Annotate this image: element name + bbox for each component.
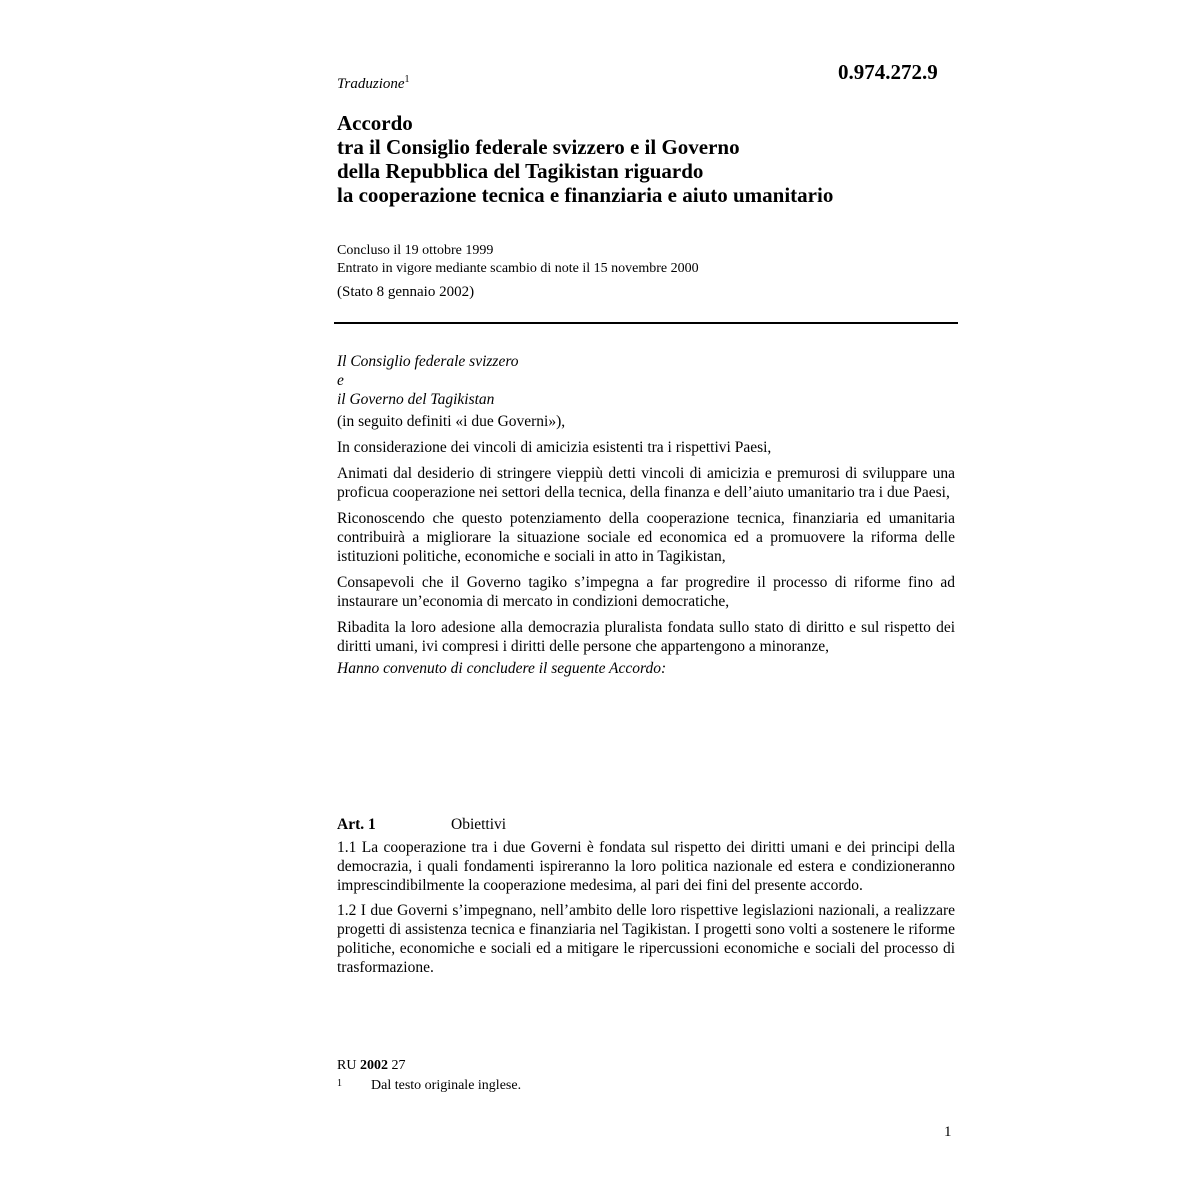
preamble — [337, 352, 955, 678]
preamble-paragraph: In considerazione dei vincoli di amicizia esistenti tra i rispettivi Paesi, — [337, 439, 772, 456]
preamble-paragraph: Animati dal desiderio di stringere vieppiù detti vincoli di amicizia e premurosi di sviluppare una proficua cooperazione nei settori della tecnica, della finanza e dell’aiuto umanitario tra i due Paesi, — [337, 465, 955, 501]
preamble-paragraph: Ribadita la loro adesione alla democrazia pluralista fondata sullo stato di diritto e sul rispetto dei diritti umani, ivi compresi i diritti delle persone che appartengono a minoranze, — [337, 619, 955, 655]
article-heading — [337, 815, 955, 834]
title-line: della Repubblica del Tagikistan riguardo — [337, 159, 704, 183]
ru-reference — [337, 1058, 405, 1074]
parties-definition: (in seguito definiti «i due Governi»), — [337, 413, 566, 430]
preamble-closing: Hanno convenuto di concludere il seguente Accordo: — [337, 660, 667, 677]
ru-year: 2002 — [359, 1058, 388, 1073]
title-line: la cooperazione tecnica e finanziaria e aiuto umanitario — [337, 183, 834, 207]
article-paragraph: 1.2 I due Governi s’impegnano, nell’ambito delle loro rispettive legislazioni nazionali, a realizzare progetti di assistenza tecnica e finanziaria nel Tagikistan. I progetti sono volti a sostenere le riforme politiche, economiche e sociali ed a mitigare le ripercussioni economiche e sociali del processo di trasformazione. — [337, 902, 955, 976]
article-number: Art. 1 — [337, 816, 376, 833]
header-divider — [334, 322, 958, 324]
page-number: 1 — [944, 1124, 952, 1140]
article-paragraph: 1.1 La cooperazione tra i due Governi è fondata sul rispetto dei diritti umani e dei principi della democrazia, i quali fondamenti ispireranno la loro politica nazionale ed estera e condizioneranno imprescindibilmente la cooperazione medesima, al pari dei fini del presente accordo. — [337, 839, 955, 894]
footnote-text: Dal testo originale inglese. — [371, 1078, 522, 1093]
preamble-paragraph: Riconoscendo che questo potenziamento della cooperazione tecnica, finanziaria ed umanitaria contribuirà a migliorare la situazione sociale ed economica ed a promuovere la riforma delle istituzioni politiche, economiche e sociali in atto in Tagikistan, — [337, 510, 955, 565]
footnote-reference[interactable]: 1 — [404, 74, 410, 85]
translation-label — [337, 74, 410, 93]
entry-into-force: Entrato in vigore mediante scambio di note il 15 novembre 2000 — [337, 261, 699, 276]
concluded-date: Concluso il 19 ottobre 1999 — [337, 243, 494, 258]
preamble-paragraph: Consapevoli che il Governo tagiko s’impegna a far progredire il processo di riforme fino ad instaurare un’economia di mercato in condizioni democratiche, — [337, 574, 955, 610]
document-meta — [337, 242, 699, 278]
article-1 — [337, 815, 955, 977]
status-date: (Stato 8 gennaio 2002) — [337, 284, 475, 300]
footnote — [337, 1078, 521, 1094]
footnote-mark: 1 — [337, 1078, 342, 1089]
ru-page: 27 — [387, 1058, 406, 1073]
ru-prefix: RU — [337, 1058, 360, 1073]
party-2: il Governo del Tagikistan — [337, 391, 495, 408]
title-line: tra il Consiglio federale svizzero e il Governo — [337, 135, 740, 159]
article-title: Obiettivi — [451, 816, 507, 833]
party-conjunction: e — [337, 372, 344, 389]
sr-number: 0.974.272.9 — [838, 60, 938, 84]
document-title — [337, 111, 977, 207]
translation-text: Traduzione — [337, 76, 405, 92]
party-1: Il Consiglio federale svizzero — [337, 353, 519, 370]
title-line: Accordo — [337, 111, 413, 135]
